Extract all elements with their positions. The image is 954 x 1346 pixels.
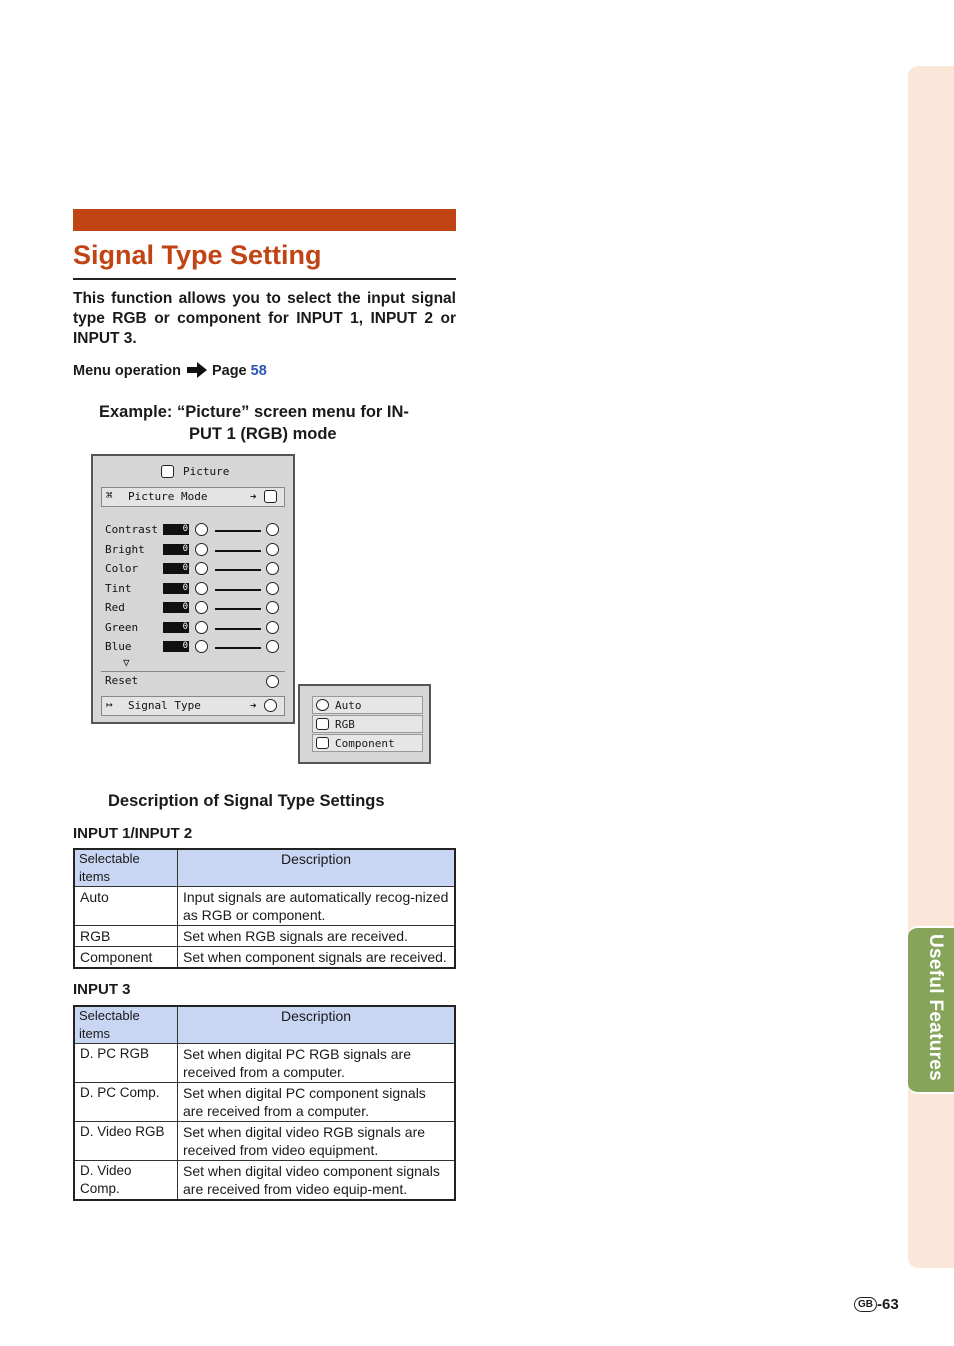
- adjust-min-icon: [195, 621, 208, 634]
- osd-row-value: 0: [163, 602, 189, 613]
- page-number-text: -63: [877, 1296, 899, 1313]
- reset-icon: [266, 675, 279, 688]
- table-row: [74, 926, 455, 947]
- intro-text: This function allows you to select the input signal type RGB or component for INPUT 1, INPUT 2 or INPUT 3.: [73, 290, 456, 347]
- page-title: Signal Type Setting: [73, 240, 322, 270]
- item-description: Input signals are automatically recog-nized as RGB or component.: [178, 887, 456, 926]
- submenu-label: RGB: [335, 718, 355, 731]
- adjust-min-icon: [195, 640, 208, 653]
- rgb-icon: [316, 718, 329, 730]
- description-heading: Description of Signal Type Settings: [108, 792, 385, 810]
- adjust-max-icon: [266, 523, 279, 536]
- table-row: [74, 947, 455, 969]
- example-line-1: Example: “Picture” screen menu for IN-: [99, 403, 409, 421]
- selectable-item: D. PC RGB: [74, 1044, 178, 1083]
- adjust-min-icon: [195, 543, 208, 556]
- osd-row-tint[interactable]: [93, 581, 293, 597]
- osd-picture-mode[interactable]: [101, 487, 285, 507]
- selectable-item: D. Video RGB: [74, 1122, 178, 1161]
- osd-row-label: Red: [105, 601, 125, 614]
- osd-divider: [101, 671, 285, 672]
- menu-operation: [73, 362, 267, 382]
- table-row: [74, 1083, 455, 1122]
- signal-type-label: Signal Type: [128, 699, 201, 712]
- page-label: Page: [211, 363, 247, 379]
- component-icon: [316, 737, 329, 749]
- arrow-icon: ➔: [250, 699, 257, 712]
- adjust-max-icon: [266, 640, 279, 653]
- osd-slider[interactable]: [215, 569, 261, 571]
- side-tab[interactable]: [908, 926, 954, 1094]
- osd-row-green[interactable]: [93, 620, 293, 636]
- osd-header: [161, 464, 229, 480]
- adjust-min-icon: [195, 523, 208, 536]
- osd-row-label: Green: [105, 620, 139, 634]
- adjust-max-icon: [266, 621, 279, 634]
- osd-row-label: Color: [105, 562, 139, 575]
- osd-row-label: Bright: [105, 542, 145, 556]
- picture-mode-icon: ⌘: [106, 489, 113, 502]
- osd-signal-type[interactable]: [101, 696, 285, 716]
- osd-row-red[interactable]: [93, 600, 293, 616]
- osd-row-value: 0: [163, 544, 189, 555]
- menu-operation-label: Menu operation: [73, 363, 181, 379]
- adjust-max-icon: [266, 601, 279, 614]
- adjust-max-icon: [266, 582, 279, 595]
- selectable-item: Auto: [74, 887, 178, 926]
- osd-row-value: 0: [163, 563, 189, 574]
- scroll-down-icon: ▽: [123, 656, 130, 669]
- table-row: [74, 887, 455, 926]
- osd-row-bright[interactable]: [93, 542, 293, 558]
- gb-badge: GB: [854, 1297, 877, 1312]
- item-description: Set when digital video RGB signals are received from video equipment.: [178, 1122, 456, 1161]
- title-rule: [73, 278, 456, 280]
- example-caption: [99, 401, 456, 445]
- osd-row-label: Tint: [105, 581, 132, 595]
- table-input3: [73, 1005, 456, 1201]
- osd-row-value: 0: [163, 524, 189, 535]
- osd-row-contrast[interactable]: [93, 522, 293, 538]
- osd-row-value: 0: [163, 641, 189, 652]
- page-number: [854, 1296, 899, 1313]
- table-header: Description: [178, 849, 456, 887]
- osd-slider[interactable]: [215, 550, 261, 552]
- osd-row-blue[interactable]: [93, 639, 293, 655]
- submenu-label: Component: [335, 737, 395, 750]
- arrow-icon: ➔: [250, 490, 257, 503]
- osd-slider[interactable]: [215, 628, 261, 630]
- submenu-item-component[interactable]: [312, 734, 423, 752]
- table-row: [74, 1161, 455, 1201]
- selectable-item: D. PC Comp.: [74, 1083, 178, 1122]
- auto-icon: [264, 699, 277, 712]
- selectable-item: Component: [74, 947, 178, 969]
- signal-icon: ↦: [106, 698, 113, 711]
- table-row: [74, 1122, 455, 1161]
- selectable-item: RGB: [74, 926, 178, 947]
- table-header: Selectable items: [74, 849, 178, 887]
- item-description: Set when digital PC RGB signals are received from a computer.: [178, 1044, 456, 1083]
- mode-icon: [264, 490, 277, 503]
- osd-row-value: 0: [163, 583, 189, 594]
- picture-icon: [161, 465, 174, 478]
- osd-slider[interactable]: [215, 608, 261, 610]
- osd-row-label: Blue: [105, 640, 132, 653]
- adjust-max-icon: [266, 562, 279, 575]
- adjust-min-icon: [195, 582, 208, 595]
- item-description: Set when RGB signals are received.: [178, 926, 456, 947]
- osd-row-value: 0: [163, 622, 189, 633]
- table-input1-2: [73, 848, 456, 969]
- section-label-input1-2: INPUT 1/INPUT 2: [73, 825, 193, 842]
- osd-slider[interactable]: [215, 647, 261, 649]
- osd-slider[interactable]: [215, 589, 261, 591]
- table-row: [74, 1044, 455, 1083]
- example-line-2: PUT 1 (RGB) mode: [189, 425, 337, 443]
- picture-mode-label: Picture Mode: [128, 490, 208, 503]
- table-header: Description: [178, 1006, 456, 1044]
- osd-reset[interactable]: Reset: [105, 674, 139, 687]
- submenu-item-rgb[interactable]: [312, 715, 423, 733]
- submenu-label: Auto: [335, 699, 362, 712]
- item-description: Set when component signals are received.: [178, 947, 456, 969]
- osd-slider[interactable]: [215, 530, 261, 532]
- section-label-input3: INPUT 3: [73, 981, 131, 998]
- osd-signal-submenu: [298, 684, 431, 764]
- page-link[interactable]: 58: [250, 363, 267, 379]
- osd-row-label: Contrast: [105, 523, 158, 536]
- item-description: Set when digital video component signals are received from video equip-ment.: [178, 1161, 456, 1201]
- table-header: Selectable items: [74, 1006, 178, 1044]
- side-tab-label: Useful Features: [925, 934, 946, 1082]
- arrow-right-icon: [187, 362, 207, 382]
- selectable-item: D. Video Comp.: [74, 1161, 178, 1201]
- osd-adjust-rows: [93, 522, 293, 662]
- osd-header-label: Picture: [183, 465, 230, 478]
- adjust-max-icon: [266, 543, 279, 556]
- osd-picture-menu: [91, 454, 295, 724]
- adjust-min-icon: [195, 601, 208, 614]
- adjust-min-icon: [195, 562, 208, 575]
- submenu-item-auto[interactable]: [312, 696, 423, 714]
- item-description: Set when digital PC component signals are received from a computer.: [178, 1083, 456, 1122]
- osd-row-color[interactable]: [93, 561, 293, 577]
- title-bar: [73, 209, 456, 231]
- auto-icon: [316, 699, 329, 711]
